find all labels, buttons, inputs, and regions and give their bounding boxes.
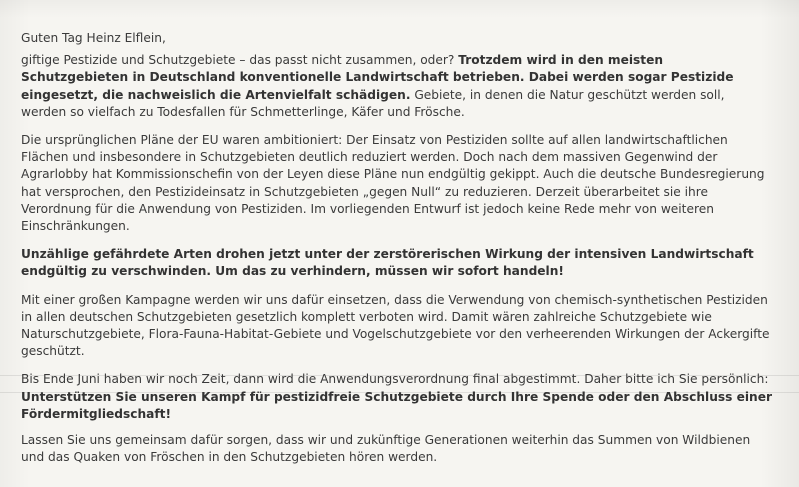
paragraph-campaign: Mit einer großen Kampagne werden wir uns dafür einsetzen, dass die Verwendung von chemisch-synthetischen Pestiziden in allen deutschen Schutzgebieten gesetzlich komplett verboten wird. Damit wären zahlreiche Schutzgebiete wie Naturschutzgebiete, Flora-Fauna-Habitat-Gebiete und Vogelschutzgebiete vor den verheerenden Wirkungen der Ackergifte geschützt. xyxy=(21,292,770,359)
intro-lead-text: giftige Pestizide und Schutzgebiete – das passt nicht zusammen, oder? xyxy=(21,53,459,68)
paragraph-appeal xyxy=(21,371,773,423)
intro-bold-text: Trotzdem wird in den meisten Schutzgebieten in Deutschland konventionelle Landwirtschaft betrieben. Dabei werden sogar Pestizide eingesetzt, die nachweislich die Artenvielfalt schädigen. xyxy=(21,53,734,102)
paragraph-intro xyxy=(21,52,773,121)
paragraph-closing: Lassen Sie uns gemeinsam dafür sorgen, dass wir und zukünftige Generationen weiterhin das Summen von Wildbienen und das Quaken von Fröschen in den Schutzgebieten hören werden. xyxy=(21,433,751,465)
letter-body xyxy=(21,30,773,477)
intro-tail-text: Gebiete, in denen die Natur geschützt werden soll, werden so vielfach zu Todesfallen für Schmetterlinge, Käfer und Frösche. xyxy=(21,87,725,119)
appeal-lead-text: Bis Ende Juni haben wir noch Zeit, dann wird die Anwendungsverordnung final abgestimmt. Daher bitte ich Sie persönlich: xyxy=(21,372,769,387)
greeting: Guten Tag Heinz Elflein, xyxy=(21,31,166,45)
paragraph-endangered-species: Unzählige gefährdete Arten drohen jetzt unter der zerstörerischen Wirkung der intensiven Landwirtschaft endgültig zu verschwinden. Um das zu verhindern, müssen wir sofort handeln! xyxy=(21,247,754,279)
paragraph-eu-plans: Die ursprünglichen Pläne der EU waren ambitioniert: Der Einsatz von Pestiziden sollte auf allen landwirtschaftlichen Flächen und insbesondere in Schutzgebieten deutlich reduziert werden. Doch nach dem massiven Gegenwind der Agrarlobby hat Kommissionschefin von der Leyen diese Pläne nun endgültig gekippt. Auch die deutsche Bundesregierung hat versprochen, den Pestizideinsatz in Schutzgebieten „gegen Null“ zu reduzieren. Derzeit überarbeitet sie ihre Verordnung für die Anwendung von Pestiziden. Im vorliegenden Entwurf ist jedoch keine Rede mehr von weiteren Einschränkungen. xyxy=(21,133,765,234)
appeal-bold-text: Unterstützen Sie unseren Kampf für pestizidfreie Schutzgebiete durch Ihre Spende oder den Abschluss einer Fördermitgliedschaft! xyxy=(21,389,773,421)
